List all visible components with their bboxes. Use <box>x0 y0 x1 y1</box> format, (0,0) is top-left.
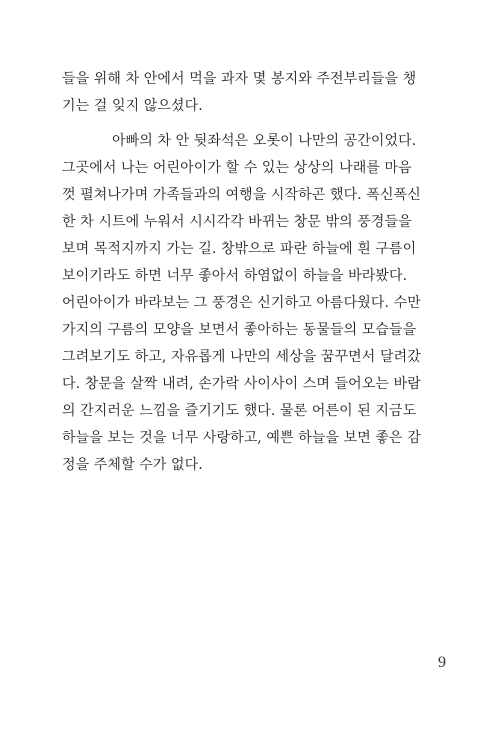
body-text <box>62 66 442 479</box>
paragraph-2-line-10: 다. 창문을 살짝 내려, 손가락 사이사이 스며 들어오는 바람 <box>62 376 421 392</box>
paragraph-1-line-1: 들을 위해 차 안에서 먹을 과자 몇 봉지와 주전부리들을 챙 <box>62 71 417 87</box>
paragraph-2-line-4: 한 차 시트에 누워서 시시각각 바뀌는 창문 밖의 풍경들을 <box>62 214 412 230</box>
page-number: 9 <box>438 654 446 671</box>
paragraph-2-line-8: 가지의 구름의 모양을 보면서 좋아하는 동물들의 모습들을 <box>62 322 417 338</box>
paragraph-2-line-1: 아빠의 차 안 뒷좌석은 오롯이 나만의 공간이었다. <box>112 133 417 149</box>
paragraph-2-line-3: 껏 펼쳐나가며 가족들과의 여행을 시작하곤 했다. 폭신폭신 <box>62 187 421 203</box>
paragraph-2-line-11: 의 간지러운 느낌을 즐기기도 했다. 물론 어른이 된 지금도 <box>62 403 417 419</box>
paragraph-2-line-7: 어린아이가 바라보는 그 풍경은 신기하고 아름다웠다. 수만 <box>62 295 421 311</box>
paragraph-2-line-9: 그려보기도 하고, 자유롭게 나만의 세상을 꿈꾸면서 달려갔 <box>62 349 421 365</box>
paragraph-2-line-6: 보이기라도 하면 너무 좋아서 하염없이 하늘을 바라봤다. <box>62 268 408 284</box>
paragraph-2-line-5: 보며 목적지까지 가는 길. 창밖으로 파란 하늘에 흰 구름이 <box>62 241 417 257</box>
paragraph-2-line-2: 그곳에서 나는 어린아이가 할 수 있는 상상의 나래를 마음 <box>62 160 412 176</box>
paragraph-2-line-12: 하늘을 보는 것을 너무 사랑하고, 예쁜 하늘을 보면 좋은 감 <box>62 430 421 446</box>
paragraph-2-line-13: 정을 주체할 수가 없다. <box>62 457 203 473</box>
paragraph-gap <box>62 120 442 128</box>
paragraph-1-line-2: 기는 걸 잊지 않으셨다. <box>62 98 203 114</box>
